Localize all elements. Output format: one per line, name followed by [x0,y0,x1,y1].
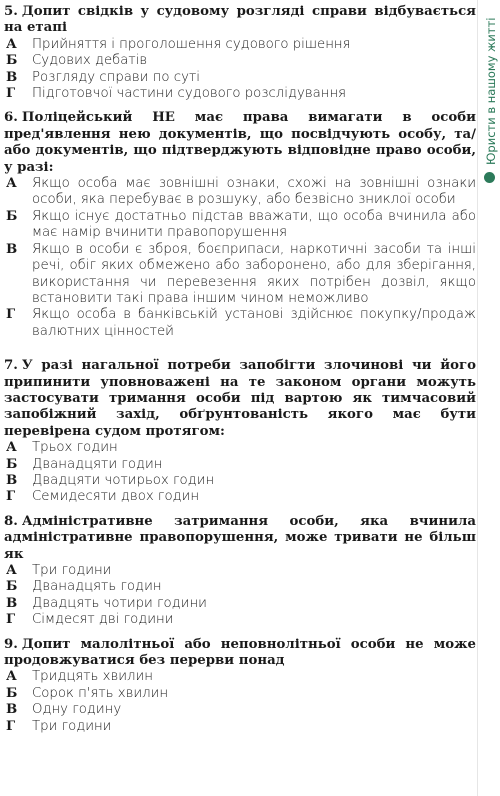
question-number: 5. [4,4,18,19]
option-letter: В [6,595,18,611]
option-text: Розгляду справи по суті [32,69,200,85]
option-letter: Г [6,86,16,102]
option-letter: В [6,69,18,85]
option-text: Сорок п'ять хвилин [32,685,169,701]
option-a [4,176,476,209]
option-letter: А [6,36,17,52]
option-v [4,242,476,308]
question-number: 8. [4,513,18,529]
option-text: Підготовчої частини судового розслідування [32,86,347,102]
option-a [4,563,476,579]
option-letter: Б [6,685,18,701]
option-text: Одну годину [32,702,122,718]
option-text: Судових дебатів [32,53,148,69]
option-text: Якщо особа в банківській установі здійснює покупку/продаж валютних цінностей [32,307,476,339]
option-letter: Г [6,489,16,505]
option-letter: Г [6,612,16,628]
option-letter: Б [6,208,18,224]
option-v [4,70,476,86]
question-8 [4,514,476,629]
question-5 [4,4,476,102]
question-6 [4,110,476,340]
test-content [4,4,476,743]
option-text: Двадцять чотири години [32,595,207,611]
option-text: Якщо в особи є зброя, боєприпаси, наркотичні засоби та інші речі, обіг яких обмежено або заборонено, або для зберігання, використання чи перевезення яких потрібен дозвіл, якщо встановити такі права іншим чином неможливо [32,241,476,306]
question-body: Поліцейський НЕ має права вимагати в особи пред'явлення нею документів, що посвідчують особу, та/або документів, що підтверджують відповідне право особи, у разі: [4,110,476,175]
option-letter: Г [6,718,16,734]
option-letter: Б [6,579,18,595]
option-text: Прийняття і проголошення судового рішення [32,36,351,52]
side-dot-icon [484,172,495,183]
option-g [4,86,476,102]
option-letter: А [6,440,17,456]
option-letter: В [6,241,18,257]
option-v [4,473,476,489]
option-g [4,307,476,340]
option-v [4,702,476,718]
question-text [4,4,476,37]
option-b [4,457,476,473]
option-letter: А [6,669,17,685]
option-b [4,209,476,242]
option-g [4,612,476,628]
question-text [4,637,476,670]
question-body: Допит свідків у судовому розгляді справи відбувається на етапі [4,4,476,36]
option-letter: А [6,563,17,578]
question-text [4,110,476,176]
option-text: Три години [32,718,112,734]
option-text: Якщо існує достатньо підстав вважати, що особа вчинила або має намір вчинити правопорушення [32,208,476,241]
question-9 [4,637,476,735]
option-b [4,53,476,69]
option-g [4,719,476,735]
option-g [4,489,476,505]
side-section-title: Юристи в нашому житті [484,17,498,165]
option-text: Дванадцять годин [32,579,162,595]
option-text: Тридцять хвилин [32,669,153,685]
option-letter: А [6,176,17,192]
question-text [4,358,476,440]
question-body: Допит малолітньої або неповнолітньої особи не може продовжуватися без перерви понад [4,636,476,669]
option-b [4,686,476,702]
option-text: Семидесяти двох годин [32,489,200,505]
option-letter: Б [6,53,18,69]
option-text: Якщо особа має зовнішні ознаки, схожі на зовнішні ознаки особи, яка перебуває в розшуку, або безвісно зниклої особи [32,176,476,208]
question-number: 7. [4,358,18,374]
option-letter: В [6,702,18,718]
option-text: Три години [32,563,112,578]
option-text: Двадцяти чотирьох годин [32,472,215,488]
question-7 [4,358,476,506]
option-b [4,579,476,595]
option-a [4,37,476,53]
option-letter: Г [6,307,16,323]
question-number: 6. [4,110,18,126]
question-body: У разі нагальної потреби запобігти злочинові чи його припинити уповноважені на те законом органи можуть застосувати тримання особи під вартою як тимчасовий запобіжний захід, обґрунтованість якого має бути перевірена судом протягом: [4,358,476,439]
option-letter: Б [6,456,18,472]
option-a [4,669,476,685]
option-letter: В [6,472,18,488]
option-text: Сімдесят дві години [32,612,174,628]
question-text [4,514,476,563]
side-strip [477,0,500,796]
question-number: 9. [4,636,18,652]
option-text: Трьох годин [32,440,118,456]
question-body: Адміністративне затримання особи, яка вчинила адміністративне правопорушення, може тривати не більш як [4,513,476,562]
option-v [4,596,476,612]
option-a [4,440,476,456]
option-text: Дванадцяти годин [32,456,163,472]
